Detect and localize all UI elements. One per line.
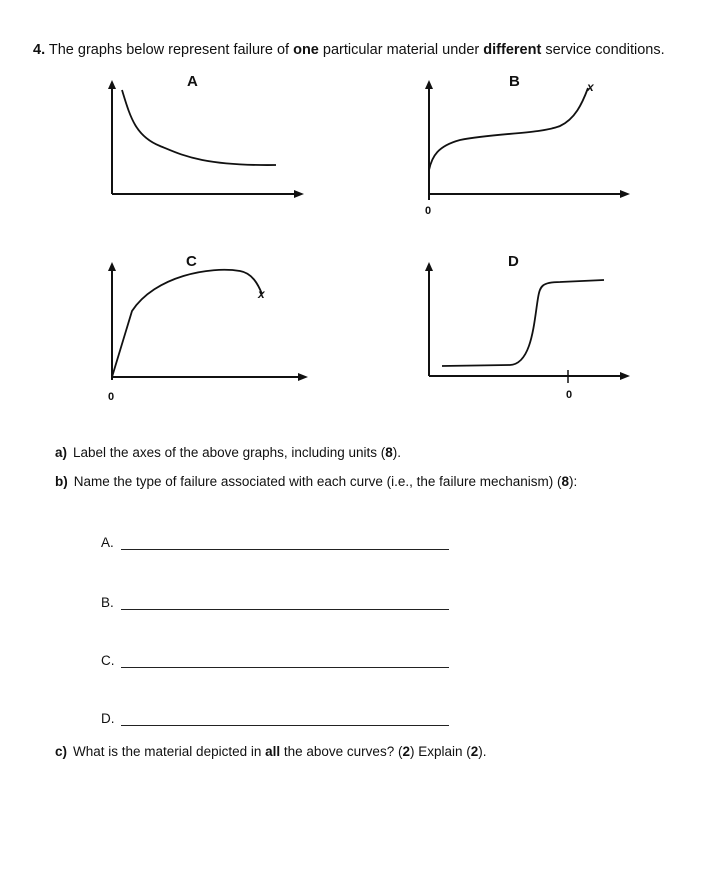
answer-d-line[interactable] <box>121 725 449 726</box>
graph-b-curve <box>429 88 588 170</box>
answer-b-line[interactable] <box>121 609 449 610</box>
answer-a[interactable] <box>101 535 114 550</box>
graph-a-curve <box>122 90 276 165</box>
graph-c-fracture-mark: x <box>258 287 265 301</box>
answer-b[interactable] <box>101 595 114 610</box>
graph-c-origin-label: 0 <box>108 391 115 403</box>
graph-a <box>100 76 310 201</box>
graph-b <box>420 76 635 201</box>
graph-a-x-arrow <box>294 190 304 198</box>
answer-c-line[interactable] <box>121 667 449 668</box>
answer-c-label: C. <box>101 653 115 668</box>
graph-d-label: D <box>508 253 519 270</box>
part-b-text: b) Name the type of failure associated with each curve (i.e., the failure mechanism) (8): <box>55 474 578 489</box>
part-c-text: c) What is the material depicted in all the above curves? (2) Explain (2). <box>55 744 487 759</box>
graph-b-label: B <box>509 73 520 90</box>
graph-d <box>420 256 635 386</box>
graph-b-y-arrow <box>425 80 433 89</box>
graph-b-origin-label: 0 <box>425 205 432 217</box>
answer-b-label: B. <box>101 595 114 610</box>
question-text: 4. The graphs below represent failure of one particular material under different service conditions. <box>33 42 665 58</box>
graph-c <box>100 256 312 386</box>
graph-b-fracture-mark: x <box>587 80 594 94</box>
question-number: 4. <box>33 42 46 58</box>
graph-a-label: A <box>187 73 198 90</box>
answer-d-label: D. <box>101 711 115 726</box>
graph-b-x-arrow <box>620 190 630 198</box>
graph-d-y-arrow <box>425 262 433 271</box>
graph-d-x-arrow <box>620 372 630 380</box>
graph-c-curve <box>112 270 262 377</box>
graph-c-y-arrow <box>108 262 116 271</box>
answer-c[interactable] <box>101 653 115 668</box>
answer-a-label: A. <box>101 535 114 550</box>
graph-d-curve <box>442 280 604 366</box>
graph-c-label: C <box>186 253 197 270</box>
answer-d[interactable] <box>101 711 115 726</box>
graph-a-y-arrow <box>108 80 116 89</box>
graph-d-tick-label: 0 <box>566 389 573 401</box>
graph-c-x-arrow <box>298 373 308 381</box>
answer-a-line[interactable] <box>121 549 449 550</box>
part-a-text: a) Label the axes of the above graphs, including units (8). <box>55 445 401 460</box>
